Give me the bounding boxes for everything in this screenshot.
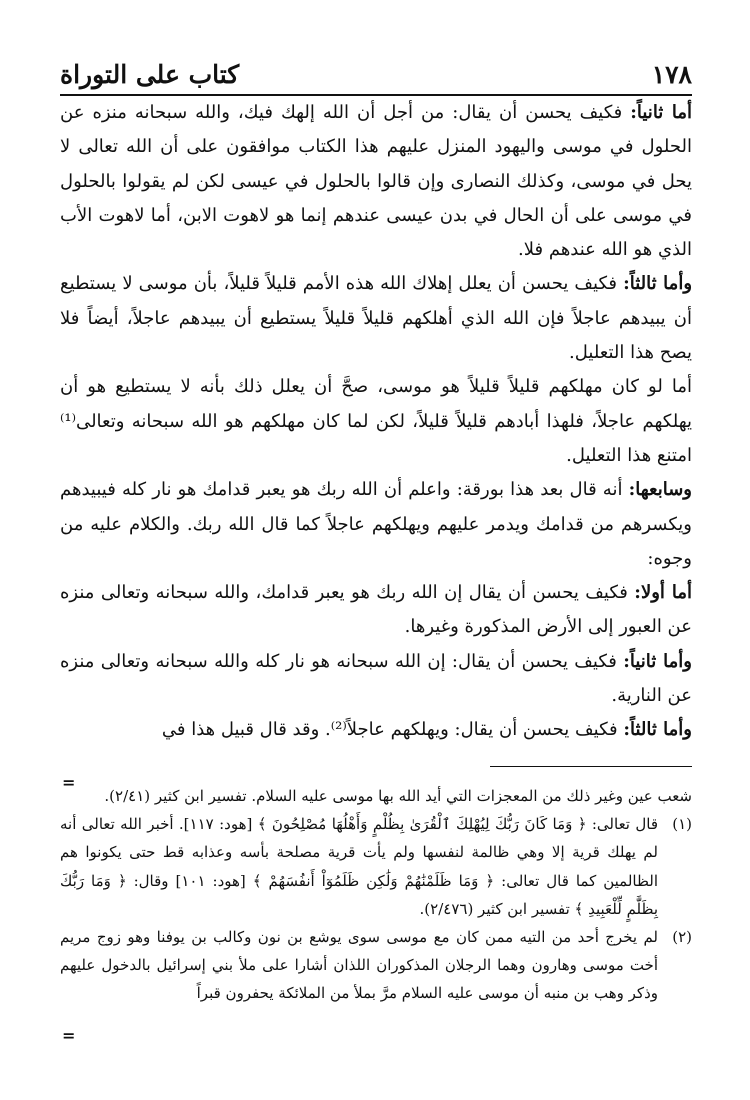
paragraph-text: أنه قال بعد هذا بورقة: واعلم أن الله ربك هو يعبر قدامك هو نار كله فيبيدهم ويكسرهم من قدامك ويدمر عليهم ويهلكهم عاجلاً كما قال الله ربك. والكلام عليه من وجوه: [60, 479, 692, 569]
footnote-text: قال تعالى: ﴿ وَمَا كَانَ رَبُّكَ لِيُهْلِكَ ٱلْقُرَىٰ بِظُلْمٍ وَأَهْلُهَا مُصْلِحُونَ ﴾ [هود: ١١٧]. أخبر الله تعالى أنه لم يهلك قرية إلا وهي ظالمة لنفسها ولم يأت قرية مصلحة بأسه وعذابه قط حتى يكونوا هم الظالمين كما قال تعالى: ﴿ وَمَا ظَلَمْنَٰهُمْ وَلَٰكِن ظَلَمُوٓاْ أَنفُسَهُمْ ﴾ [هود: ١٠١] وقال: ﴿ وَمَا رَبُّكَ بِظَلَّٰمٍ لِّلْعَبِيدِ ﴾ تفسير ابن كثير (٢/٤٧٦). [60, 815, 658, 918]
paragraph-text: فكيف يحسن أن يعلل إهلاك الله هذه الأمم قليلاً قليلاً، بأن موسى لا يستطيع أن يبيدهم عاجلاً فإن الله الذي أهلكهم قليلاً قليلاً يستطيع أن يبيدهم عاجلاً، أيضاً فلا يصح هذا التعليل. [60, 273, 692, 364]
paragraph-text: فكيف يحسن أن يقال إن الله ربك هو يعبر قدامك، والله سبحانه وتعالى منزه عن العبور إلى الأرض المذكورة وغيرها. [60, 582, 692, 638]
paragraph-lead: أما أولا: [634, 582, 692, 604]
paragraph [60, 267, 692, 370]
paragraph-lead: وأما ثالثاً: [623, 719, 692, 741]
footnote-1 [60, 810, 692, 923]
footnote-separator [490, 766, 692, 767]
paragraph-lead: وأما ثالثاً: [623, 273, 693, 295]
paragraph-lead: وأما ثانياً: [623, 650, 692, 672]
footnote-continued-mark: = [62, 773, 76, 792]
footnotes [60, 782, 692, 1008]
paragraph-lead: أما ثانياً: [630, 102, 692, 123]
paragraph [60, 645, 692, 714]
footnote-marker: (١) [672, 815, 692, 834]
main-text [60, 96, 692, 748]
footnote-2 [60, 923, 692, 1008]
footnote-end-mark: = [62, 1026, 76, 1045]
paragraph-text: فكيف يحسن أن يقال: إن الله سبحانه هو نار كله والله سبحانه وتعالى منزه عن النارية. [60, 650, 692, 707]
paragraph-text: فكيف يحسن أن يقال: من أجل أن الله إلهك فيك، والله سبحانه منزه عن الحلول في موسى واليهود المنزل عليهم هذا الكتاب موافقون على أن الله تعالى لا يحل في موسى، وكذلك النصارى وإن قالوا بالحلول في عيسى لكن لم يقولوا بالحلول في موسى على أن الحال في بدن عيسى عندهم إنما هو لاهوت الابن، أما لاهوت الأب الذي هو الله عندهم فلا. [60, 102, 692, 261]
paragraph [60, 473, 692, 576]
paragraph [60, 713, 692, 747]
paragraph [60, 96, 692, 267]
running-title: كتاب على التوراة [60, 60, 240, 89]
paragraph-text: أما لو كان مهلكهم قليلاً قليلاً هو موسى، صحَّ أن يعلل ذلك بأنه لا يستطيع هو أن يهلكهم عاجلاً، فلهذا أبادهم قليلاً قليلاً، لكن لما كان مهلكهم هو الله سبحانه وتعالى⁽¹⁾ امتنع هذا التعليل. [60, 376, 692, 466]
paragraph-text: فكيف يحسن أن يقال: ويهلكهم عاجلاً⁽²⁾. وقد قال قبيل هذا في [161, 719, 624, 741]
page-header [60, 60, 692, 96]
paragraph [60, 576, 692, 645]
footnote-continuation: شعب عين وغير ذلك من المعجزات التي أيد الله بها موسى عليه السلام. تفسير ابن كثير (٢/٤١). [104, 787, 692, 805]
footnote-marker: (٢) [672, 928, 692, 947]
footnote-text: لم يخرج أحد من التيه ممن كان مع موسى سوى يوشع بن نون وكالب بن يوفنا وهو زوج مريم أخت موسى وهارون وهما الرجلان المذكوران اللذان أشارا على ملأ بني إسرائيل بالدخول عليهم وذكر وهب بن منبه أن موسى عليه السلام مرَّ بملأ من الملائكة يحفرون قبراً [60, 928, 658, 1003]
paragraph [60, 370, 692, 473]
page-number: ١٧٨ [651, 60, 692, 89]
paragraph-lead: وسابعها: [628, 479, 692, 501]
